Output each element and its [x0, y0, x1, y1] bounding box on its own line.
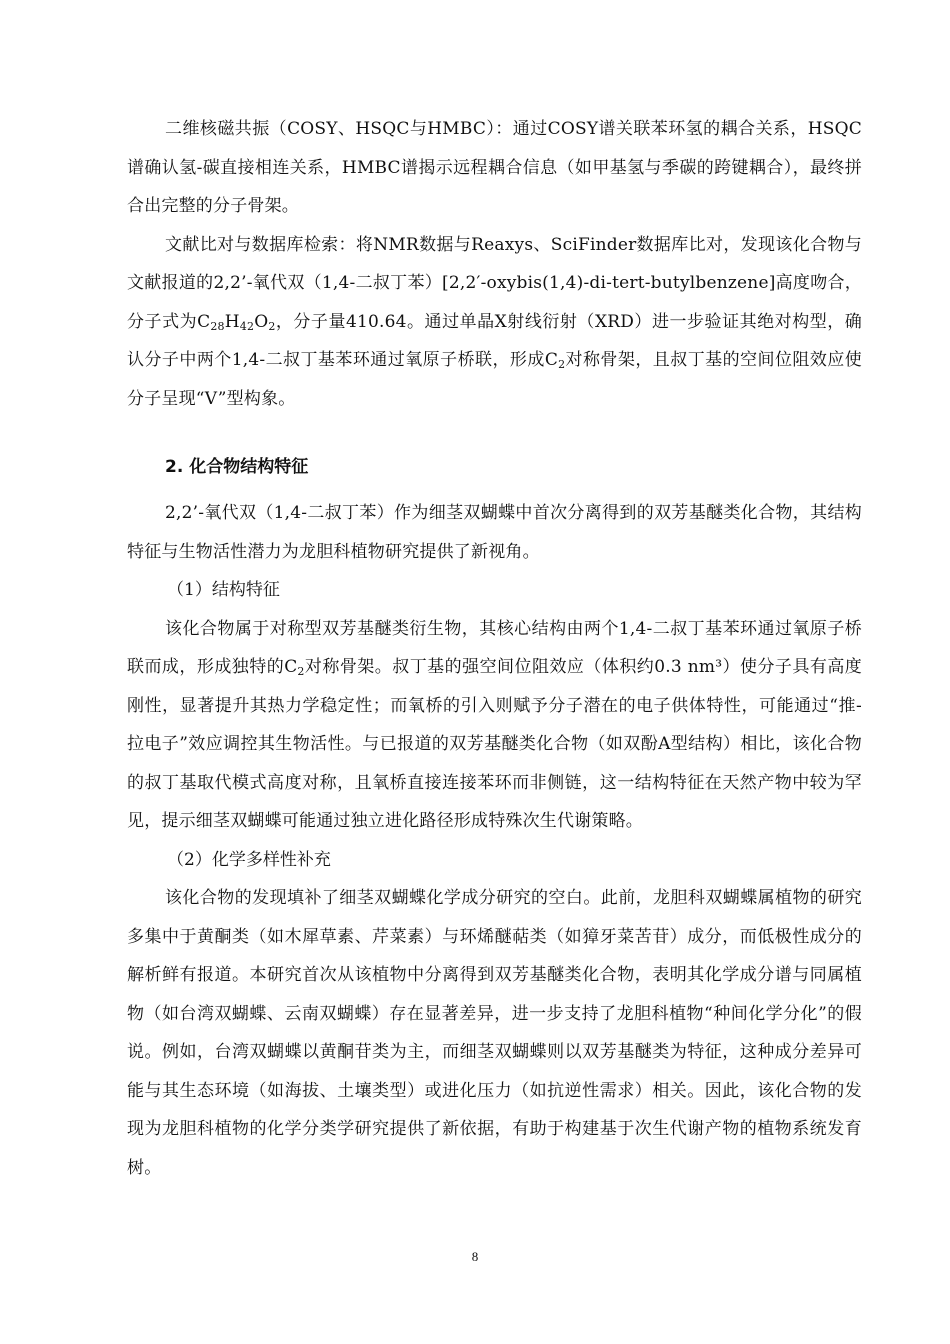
text-run: 该化合物属于对称型双芳基醚类衍生物，其核心结构由两个1,4-二叔丁基苯环通过氧原子桥联而成，形成独特的C	[127, 618, 862, 677]
text-run: H	[224, 311, 240, 332]
text-run: O	[254, 311, 269, 332]
subsection-heading-diversity: （2）化学多样性补充	[167, 849, 331, 870]
text-run: 对称骨架。叔丁基的强空间位阻效应（体积约0.3 nm³）使分子具有高度刚性，显著提升其热力学稳定性；而氧桥的引入则赋予分子潜在的电子供体特性，可能通过“推-拉电子”效应调控其生物活性。与已报道的双芳基醚类化合物（如双酚A型结构）相比，该化合物的叔丁基取代模式高度对称，且氧桥直接连接苯环而非侧链，这一结构特征在天然产物中较为罕见，提示细茎双蝴蝶可能通过独立进化路径形成特殊次生代谢策略。	[127, 657, 862, 831]
paragraph-intro: 2,2’-氧代双（1,4-二叔丁苯）作为细茎双蝴蝶中首次分离得到的双芳基醚类化合物，其结构特征与生物活性潜力为龙胆科植物研究提供了新视角。	[127, 503, 862, 562]
text-run: 文献比对与数据库检索：将NMR数据与Reaxys、SciFinder数据库比对，发现该化合物与文献报道的2,2’-氧代双（1,4-二叔丁苯）[2,2′-oxybis(1,4)-di-tert-butylbenzene]高度吻合，分子式为C	[127, 234, 862, 332]
document-body	[127, 110, 862, 1187]
text-run: ，分子量410.64。通过单晶X射线衍射（XRD）进一步验证其绝对构型，确认分子中两个1,4-二叔丁基苯环通过氧原子桥联，形成C	[127, 311, 862, 370]
text-run: 对称骨架，且叔丁基的空间位阻效应使分子呈现“V”型构象。	[127, 350, 863, 409]
page-number: 8	[471, 1249, 479, 1264]
paragraph-2d-nmr: 二维核磁共振（COSY、HSQC与HMBC）：通过COSY谱关联苯环氢的耦合关系，HSQC谱确认氢-碳直接相连关系，HMBC谱揭示远程耦合信息（如甲基氢与季碳的跨键耦合），最终拼合出完整的分子骨架。	[127, 119, 862, 216]
subsection-heading-structure: （1）结构特征	[167, 580, 280, 600]
subscript: 28	[210, 319, 225, 333]
subscript: 2	[268, 319, 276, 333]
paragraph-literature-comparison	[127, 226, 862, 419]
section-heading: 2. 化合物结构特征	[165, 457, 309, 477]
subscript: 2	[297, 665, 305, 678]
paragraph-diversity: 该化合物的发现填补了细茎双蝴蝶化学成分研究的空白。此前，龙胆科双蝴蝶属植物的研究多集中于黄酮类（如木犀草素、芹菜素）与环烯醚萜类（如獐牙菜苦苷）成分，而低极性成分的解析鲜有报道。本研究首次从该植物中分离得到双芳基醚类化合物，表明其化学成分谱与同属植物（如台湾双蝴蝶、云南双蝴蝶）存在显著差异，进一步支持了龙胆科植物“种间化学分化”的假说。例如，台湾双蝴蝶以黄酮苷类为主，而细茎双蝴蝶则以双芳基醚类为特征，这种成分差异可能与其生态环境（如海拔、土壤类型）或进化压力（如抗逆性需求）相关。因此，该化合物的发现为龙胆科植物的化学分类学研究提供了新依据，有助于构建基于次生代谢产物的植物系统发育树。	[127, 888, 862, 1178]
subscript: 2	[558, 358, 566, 371]
paragraph-structure	[127, 610, 862, 841]
subscript: 42	[239, 319, 255, 333]
